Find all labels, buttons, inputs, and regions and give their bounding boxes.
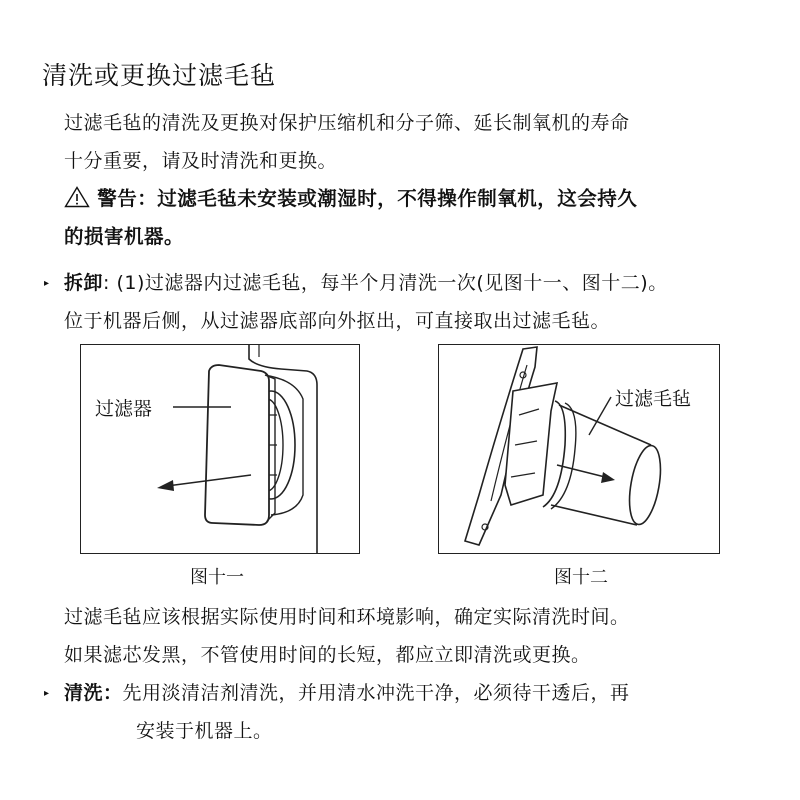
section-title: 清洗或更换过滤毛毡 bbox=[42, 61, 277, 90]
figure-eleven bbox=[80, 344, 360, 554]
figure-twelve bbox=[438, 344, 720, 554]
intro-line-2: 十分重要，请及时清洗和更换。 bbox=[64, 150, 338, 172]
intro-line-1: 过滤毛毡的清洗及更换对保护压缩机和分子筛、延长制氧机的寿命 bbox=[64, 112, 630, 134]
warning-text: 警告：过滤毛毡未安装或潮湿时，不得操作制氧机，这会持久 bbox=[97, 187, 638, 210]
disassembly-line-1 bbox=[64, 264, 668, 302]
filter-felt-drawing bbox=[439, 345, 719, 553]
figure-twelve-caption: 图十二 bbox=[554, 567, 608, 588]
cleaning-line-2: 安装于机器上。 bbox=[136, 720, 273, 742]
warning-line-2: 的损害机器。 bbox=[64, 225, 185, 248]
disassembly-line-2: 位于机器后侧，从过滤器底部向外抠出，可直接取出过滤毛毡。 bbox=[64, 310, 611, 332]
filter-housing-drawing bbox=[81, 345, 359, 553]
cleaning-label: 清洗： bbox=[64, 682, 123, 704]
figure-eleven-label: 过滤器 bbox=[95, 398, 153, 420]
cleaning-line-1 bbox=[64, 674, 630, 712]
warning-line-1 bbox=[64, 180, 637, 218]
warning-triangle-icon bbox=[64, 187, 97, 210]
figure-eleven-caption: 图十一 bbox=[190, 567, 244, 588]
advice-line-2: 如果滤芯发黑，不管使用时间的长短，都应立即清洗或更换。 bbox=[64, 644, 591, 666]
advice-line-1: 过滤毛毡应该根据实际使用时间和环境影响，确定实际清洗时间。 bbox=[64, 606, 630, 628]
cleaning-text: 先用淡清洁剂清洗，并用清水冲洗干净，必须待干透后，再 bbox=[122, 682, 630, 704]
disassembly-text: : (1)过滤器内过滤毛毡，每半个月清洗一次(见图十一、图十二)。 bbox=[103, 272, 668, 294]
figure-twelve-label: 过滤毛毡 bbox=[615, 388, 692, 410]
bullet-marker: ▸ bbox=[44, 688, 50, 699]
bullet-marker: ▸ bbox=[44, 278, 50, 289]
disassembly-label: 拆卸 bbox=[64, 272, 104, 294]
